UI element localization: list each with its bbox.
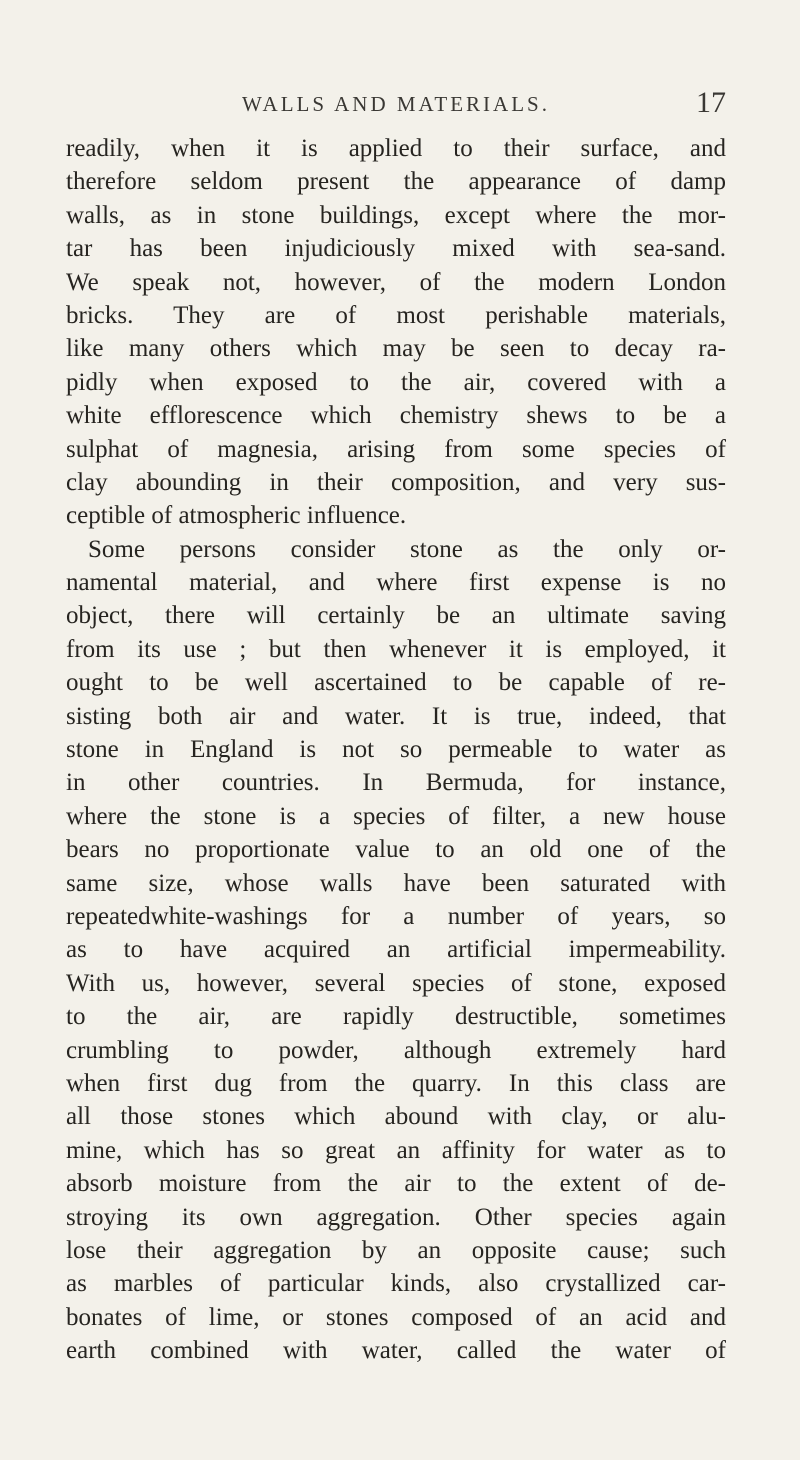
text-line: stroying its own aggregation. Other species again — [66, 1203, 726, 1231]
body-text — [66, 132, 726, 1367]
text-line: in other countries. In Bermuda, for instance, — [66, 769, 726, 797]
text-line: ought to be well ascertained to be capable of re- — [66, 669, 726, 697]
page-number: 17 — [696, 86, 726, 119]
text-line: from its use ; but then whenever it is employed, it — [66, 635, 726, 663]
text-line: sulphat of magnesia, arising from some species of — [66, 435, 726, 463]
text-line: walls, as in stone buildings, except where the mor- — [66, 201, 726, 229]
text-line: bonates of lime, or stones composed of an acid and — [66, 1303, 726, 1331]
text-line: ceptible of atmospheric influence. — [66, 502, 407, 530]
running-head — [66, 86, 726, 122]
text-line: object, there will certainly be an ultimate saving — [66, 602, 726, 630]
text-line: to the air, are rapidly destructible, sometimes — [66, 1003, 726, 1031]
text-line: sisting both air and water. It is true, indeed, that — [66, 702, 726, 730]
text-line: repeatedwhite-washings for a number of years, so — [66, 902, 726, 930]
text-line: readily, when it is applied to their surface, and — [66, 135, 726, 162]
text-line: all those stones which abound with clay, or alu- — [66, 1103, 726, 1131]
running-title: WALLS AND MATERIALS. — [242, 92, 550, 116]
text-line: stone in England is not so permeable to water as — [66, 736, 726, 764]
text-line: mine, which has so great an affinity for water as to — [66, 1136, 726, 1164]
text-line: as marbles of particular kinds, also crystallized car- — [66, 1270, 726, 1298]
text-line: where the stone is a species of filter, a new house — [66, 802, 726, 830]
text-line: same size, whose walls have been saturated with — [66, 869, 726, 897]
text-line: bricks. They are of most perishable materials, — [66, 301, 726, 329]
text-line: namental material, and where first expense is no — [66, 569, 726, 597]
text-line: clay abounding in their composition, and very sus- — [66, 468, 726, 496]
text-line: when first dug from the quarry. In this class are — [66, 1069, 726, 1097]
text-line: With us, however, several species of stone, exposed — [66, 969, 726, 997]
text-line: earth combined with water, called the water of — [66, 1337, 726, 1365]
text-line: Some persons consider stone as the only or- — [88, 535, 726, 563]
text-line: therefore seldom present the appearance of damp — [66, 168, 726, 196]
text-line: We speak not, however, of the modern London — [66, 268, 726, 296]
text-line: as to have acquired an artificial impermeability. — [66, 936, 726, 964]
text-line: bears no proportionate value to an old one of the — [66, 836, 726, 864]
text-line: white efflorescence which chemistry shews to be a — [66, 402, 726, 430]
text-line: absorb moisture from the air to the extent of de- — [66, 1170, 726, 1198]
text-line: tar has been injudiciously mixed with sea-sand. — [66, 235, 726, 263]
text-line: lose their aggregation by an opposite cause; such — [66, 1236, 726, 1264]
text-line: crumbling to powder, although extremely hard — [66, 1036, 726, 1064]
text-line: pidly when exposed to the air, covered with a — [66, 368, 726, 396]
text-line: like many others which may be seen to decay ra- — [66, 335, 726, 363]
